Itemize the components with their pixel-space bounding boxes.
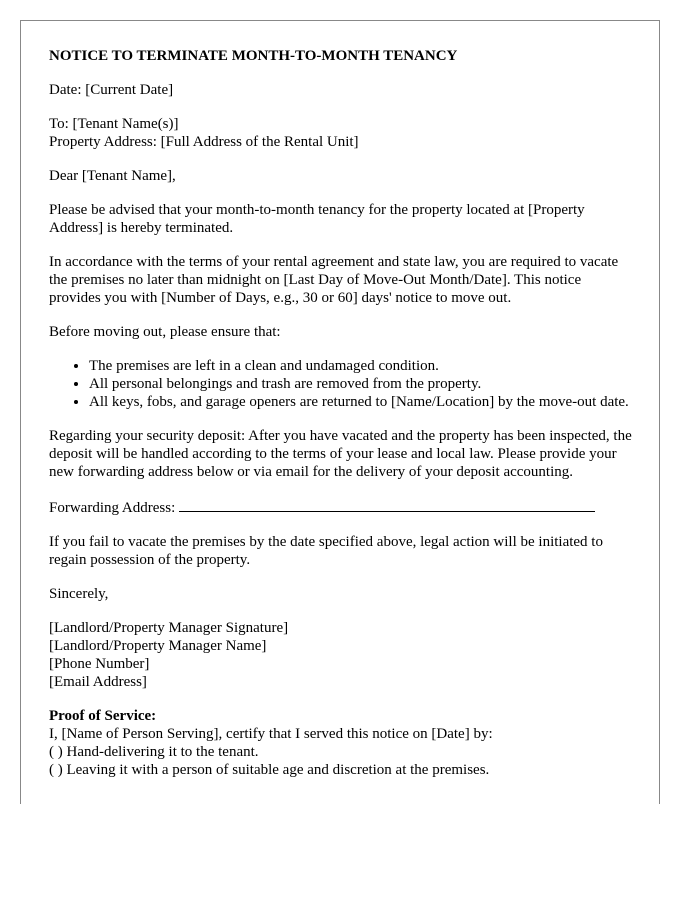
proof-intro: I, [Name of Person Serving], certify that I served this notice on [Date] by: (49, 726, 493, 742)
checklist-item: • The premises are left in a clean and undamaged condition. (89, 357, 635, 375)
date-line: Date: [Current Date] (49, 82, 174, 98)
email-line: [Email Address] (49, 674, 147, 690)
move-out-checklist (49, 357, 635, 411)
checklist-item: • All keys, fobs, and garage openers are returned to [Name/Location] by the move-out date. (89, 393, 635, 411)
phone-line: [Phone Number] (49, 656, 150, 672)
document-content (49, 47, 635, 779)
document-title: NOTICE TO TERMINATE MONTH-TO-MONTH TENANCY (49, 48, 458, 64)
property-address-line: Property Address: [Full Address of the Rental Unit] (49, 134, 359, 150)
closing: Sincerely, (49, 586, 109, 602)
name-line: [Landlord/Property Manager Name] (49, 638, 267, 654)
proof-option: ( ) Hand-delivering it to the tenant. (49, 744, 259, 760)
signature-line: [Landlord/Property Manager Signature] (49, 620, 289, 636)
proof-heading: Proof of Service: (49, 708, 157, 724)
signature-block (49, 619, 635, 691)
forwarding-address-row (49, 497, 635, 517)
paragraph-security-deposit: Regarding your security deposit: After you have vacated and the property has been inspected, the deposit will be handled according to the terms of your lease and local law. Please provide your new forwarding address below or via email for the delivery of your deposit accounting. (49, 428, 632, 480)
to-line: To: [Tenant Name(s)] (49, 116, 179, 132)
checklist-item: • All personal belongings and trash are removed from the property. (89, 375, 635, 393)
paragraph-before-moving: Before moving out, please ensure that: (49, 324, 281, 340)
recipient-block (49, 115, 635, 151)
paragraph-termination: Please be advised that your month-to-month tenancy for the property located at [Property Address] is hereby terminated. (49, 202, 585, 236)
paragraph-vacate: In accordance with the terms of your rental agreement and state law, you are required to vacate the premises no later than midnight on [Last Day of Move-Out Month/Date]. This notice provides you with [Number of Days, e.g., 30 or 60] days' notice to move out. (49, 254, 619, 306)
proof-of-service (49, 707, 635, 779)
forwarding-address-blank[interactable] (179, 497, 595, 512)
salutation: Dear [Tenant Name], (49, 168, 176, 184)
proof-option: ( ) Leaving it with a person of suitable age and discretion at the premises. (49, 762, 490, 778)
paragraph-legal-action: If you fail to vacate the premises by the date specified above, legal action will be initiated to regain possession of the property. (49, 534, 603, 568)
forwarding-address-label: Forwarding Address: (49, 500, 176, 516)
document-page (20, 20, 660, 804)
